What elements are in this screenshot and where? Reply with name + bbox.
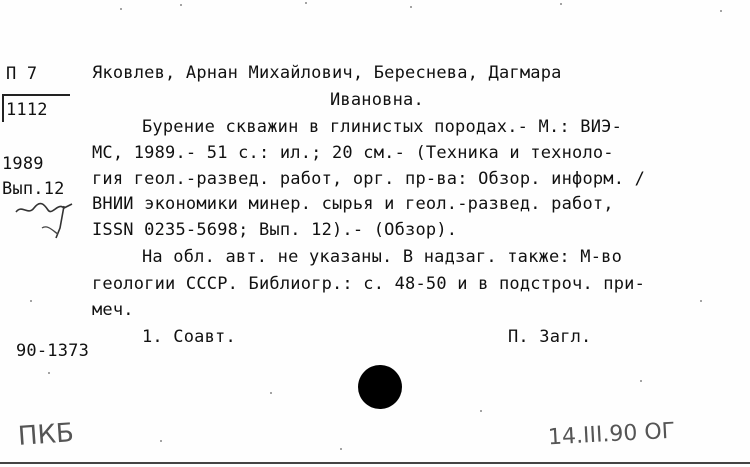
card-bottom-edge	[0, 462, 750, 464]
issue-number: Вып.12	[2, 179, 65, 199]
handwritten-margin-mark: ПКБ	[17, 418, 75, 452]
title-line-3: гия геол.-развед. работ, орг. пр-ва: Обзор. информ. /	[92, 169, 646, 189]
classification-code: П 7	[6, 64, 38, 84]
author-heading-cont: Ивановна.	[330, 90, 424, 110]
scan-speck	[720, 10, 722, 12]
shelfmark-rule-top	[2, 94, 70, 96]
scan-speck	[700, 300, 702, 302]
title-line-1: Бурение скважин в глинистых породах.- М.: ВИЭ-	[142, 117, 623, 137]
scan-speck	[48, 372, 50, 374]
handwritten-signature	[12, 198, 78, 244]
series-line: ISSN 0235-5698; Вып. 12).- (Обзор).	[92, 220, 458, 240]
punch-hole	[358, 365, 402, 409]
accession-number: 90-1373	[16, 341, 90, 361]
scan-speck	[180, 4, 182, 6]
scan-speck	[305, 2, 307, 4]
title-line-2: МС, 1989.- 51 с.: ил.; 20 см.- (Техника и техноло-	[92, 143, 614, 163]
shelf-number: 1112	[6, 100, 48, 120]
scan-speck	[480, 410, 482, 412]
scan-speck	[160, 440, 162, 442]
scan-speck	[30, 300, 32, 302]
author-heading: Яковлев, Арнан Михайлович, Береснева, Дагмара	[92, 63, 562, 83]
note-line-1: На обл. авт. не указаны. В надзаг. также: М-во	[142, 247, 623, 267]
scan-speck	[640, 380, 642, 382]
shelfmark-rule-left	[2, 96, 4, 122]
scan-speck	[120, 8, 122, 10]
publication-year: 1989	[2, 154, 44, 174]
scan-speck	[560, 3, 562, 5]
scan-speck	[410, 6, 412, 8]
tracing-coauthors: 1. Соавт.	[142, 327, 236, 347]
scan-speck	[270, 392, 272, 394]
note-line-2: геологии СССР. Библиогр.: с. 48-50 и в подстроч. при-	[92, 274, 646, 294]
title-line-4: ВНИИ экономики минер. сырья и геол.-развед. работ,	[92, 194, 614, 214]
tracing-title: П. Загл.	[508, 327, 592, 347]
handwritten-date: 14.III.90 ОГ	[547, 418, 676, 451]
note-line-3: меч.	[92, 300, 134, 320]
scan-speck	[340, 448, 342, 450]
